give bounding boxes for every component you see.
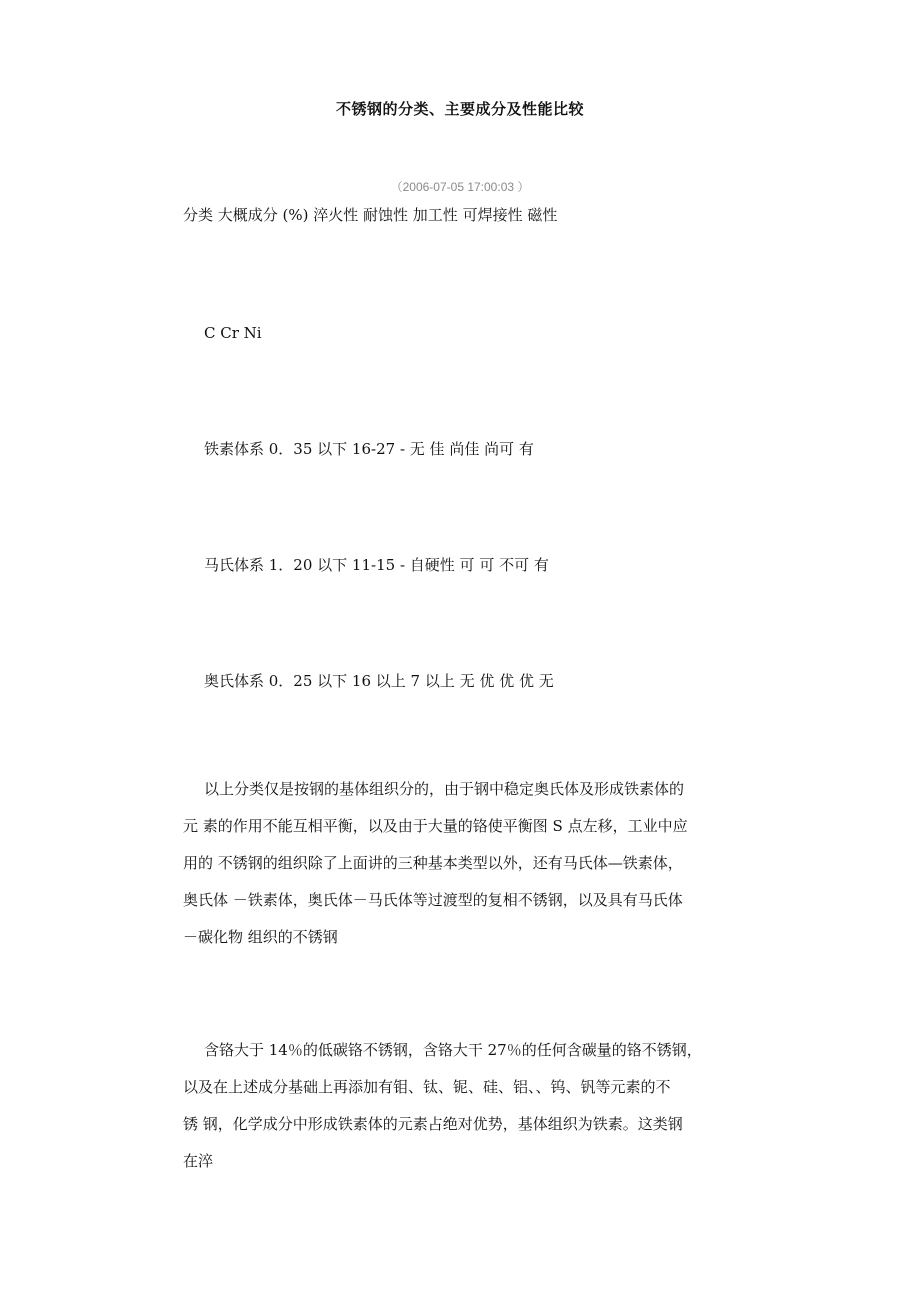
publish-date: （2006-07-05 17:00:03 ） (390, 180, 530, 194)
paragraph-line: 在淬 (183, 1152, 214, 1170)
composition-elements-row: C Cr Ni (204, 324, 262, 342)
paragraph-line: 用的 不锈钢的组织除了上面讲的三种基本类型以外，还有马氏体—铁素体， (183, 854, 683, 872)
table-header-row: 分类 大概成分 (%) 淬火性 耐蚀性 加工性 可焊接性 磁性 (183, 206, 558, 224)
paragraph-line: 以上分类仅是按钢的基体组织分的，由于钢中稳定奥氏体及形成铁素体的 (204, 780, 685, 798)
paragraph-line: 元 素的作用不能互相平衡，以及由于大量的铬使平衡图 S 点左移，工业中应 (183, 817, 688, 835)
paragraph-line: －碳化物 组织的不锈钢 (183, 928, 338, 946)
document-title: 不锈钢的分类、主要成分及性能比较 (335, 100, 584, 118)
table-row-ferritic: 铁素体系 0．35 以下 16-27 - 无 佳 尚佳 尚可 有 (204, 440, 534, 458)
paragraph-line: 奥氏体 －铁素体，奥氏体－马氏体等过渡型的复相不锈钢，以及具有马氏体 (183, 891, 683, 909)
paragraph-classification (183, 771, 743, 956)
paragraph-line: 以及在上述成分基础上再添加有钼、钛、铌、硅、铝、、钨、钒等元素的不 (183, 1078, 671, 1096)
paragraph-ferritic-steel (183, 1032, 743, 1180)
table-row-austenitic: 奥氏体系 0．25 以下 16 以上 7 以上 无 优 优 优 无 (204, 672, 554, 690)
paragraph-line: 含铬大于 14％的低碳铬不锈钢，含铬大干 27％的任何含碳量的铬不锈钢， (204, 1041, 702, 1059)
table-row-martensitic: 马氏体系 1．20 以下 11-15 - 自硬性 可 可 不可 有 (204, 556, 549, 574)
paragraph-line: 锈 钢，化学成分中形成铁素体的元素占绝对优势，基体组织为铁素。这类钢 (183, 1115, 683, 1133)
